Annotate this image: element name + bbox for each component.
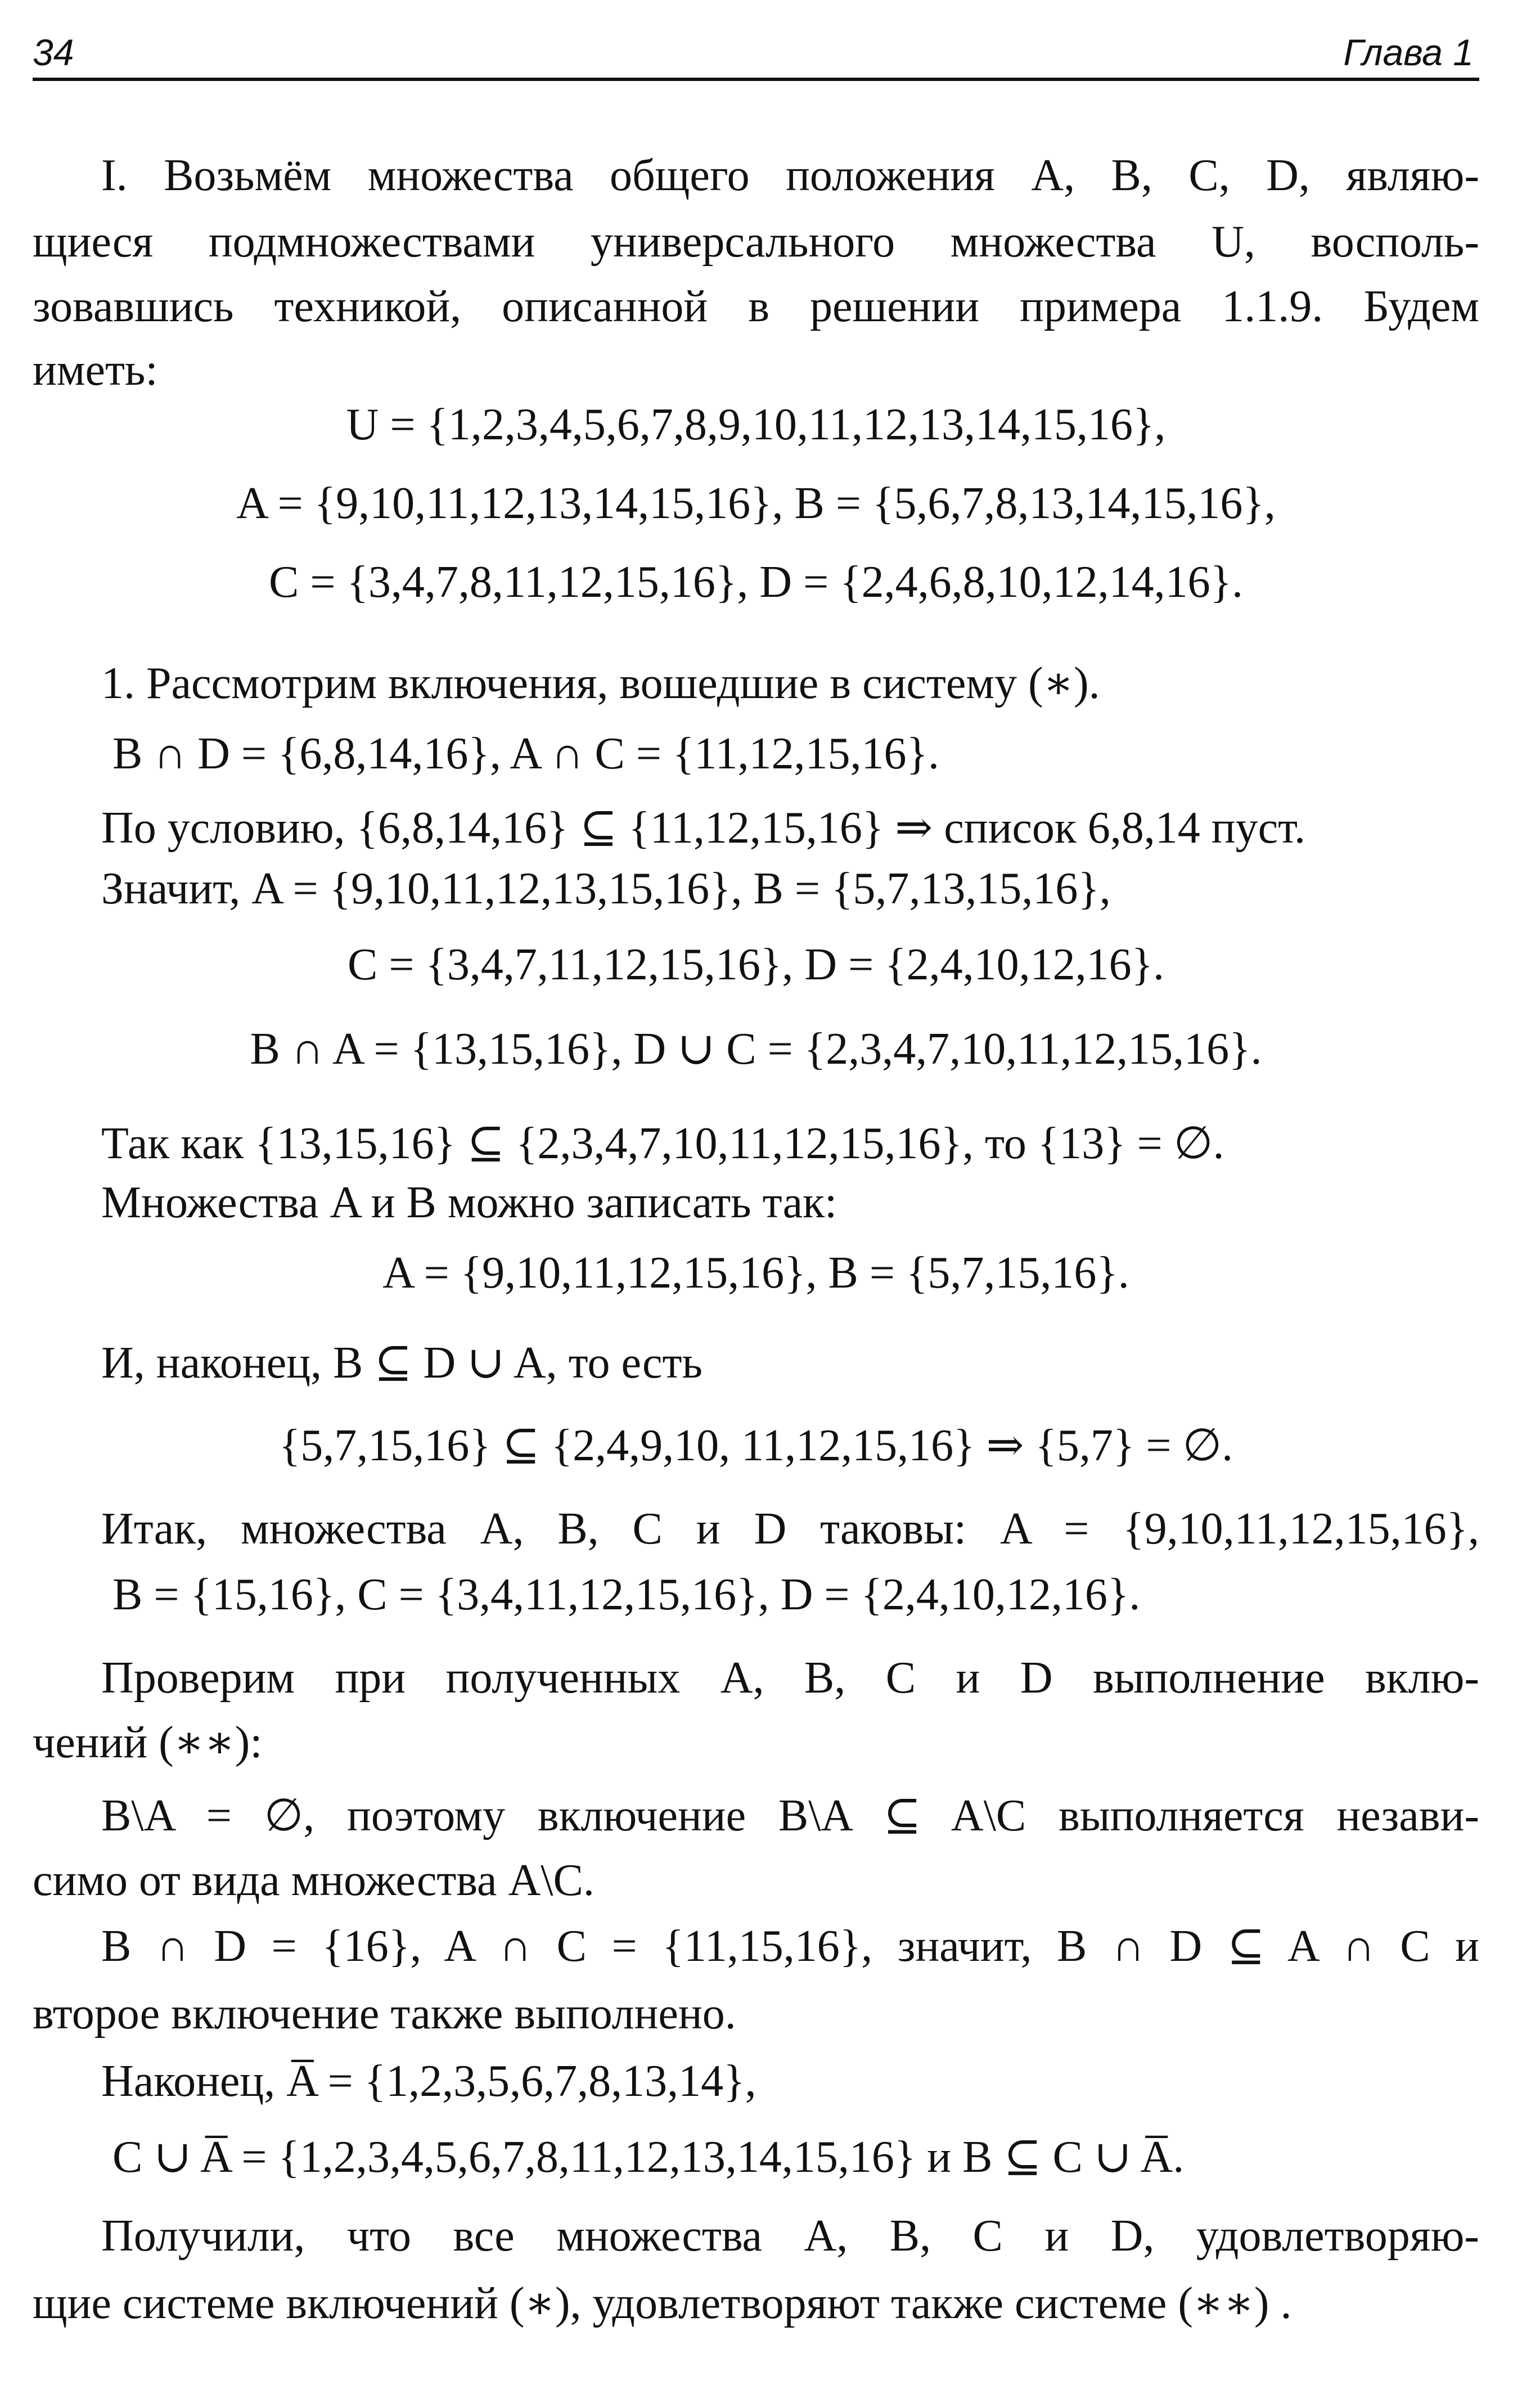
- formula-line: U = {1,2,3,4,5,6,7,8,9,10,11,12,13,14,15,16},: [346, 400, 1166, 449]
- paragraph-line: Проверим при полученных A, B, C и D выполнение вклю-: [101, 1653, 1479, 1703]
- chapter-title: Глава 1: [1343, 32, 1474, 73]
- paragraph-line: щие системе включений (∗), удовлетворяют также системе (∗∗) .: [33, 2279, 1292, 2328]
- paragraph-line: I. Возьмём множества общего положения A, B, C, D, являю-: [101, 151, 1479, 200]
- paragraph-line: зовавшись техникой, описанной в решении примера 1.1.9. Будем: [33, 282, 1479, 331]
- paragraph-line: чений (∗∗):: [33, 1718, 263, 1767]
- formula-line: A = {9,10,11,12,13,14,15,16}, B = {5,6,7,8,13,14,15,16},: [236, 479, 1276, 528]
- paragraph-line: 1. Рассмотрим включения, вошедшие в систему (∗).: [101, 659, 1100, 708]
- formula-line: {5,7,15,16} ⊆ {2,4,9,10, 11,12,15,16} ⇒ {5,7} = ∅.: [278, 1421, 1233, 1470]
- formula-line: B = {15,16}, C = {3,4,11,12,15,16}, D = {2,4,10,12,16}.: [112, 1570, 1141, 1619]
- paragraph-line: иметь:: [33, 345, 158, 395]
- paragraph-line: Итак, множества A, B, C и D таковы: A = {9,10,11,12,15,16},: [101, 1504, 1479, 1554]
- paragraph-line: Наконец, A̅ = {1,2,3,5,6,7,8,13,14},: [101, 2056, 757, 2106]
- paragraph-line: Получили, что все множества A, B, C и D, удовлетворяю-: [101, 2211, 1479, 2261]
- formula-line: C = {3,4,7,8,11,12,15,16}, D = {2,4,6,8,10,12,14,16}.: [269, 557, 1243, 607]
- formula-line: A = {9,10,11,12,15,16}, B = {5,7,15,16}.: [382, 1248, 1129, 1298]
- formula-line: C ∪ A̅ = {1,2,3,4,5,6,7,8,11,12,13,14,15,16} и B ⊆ C ∪ A̅.: [112, 2132, 1185, 2182]
- page-header: [33, 27, 1479, 81]
- paragraph-line: Множества A и B можно записать так:: [101, 1178, 837, 1227]
- page-number: 34: [33, 32, 74, 73]
- paragraph-line: Значит, A = {9,10,11,12,13,15,16}, B = {5,7,13,15,16},: [101, 864, 1111, 914]
- paragraph-line: второе включение также выполнено.: [33, 1989, 736, 2038]
- paragraph-line: B ∩ D = {16}, A ∩ C = {11,15,16}, значит, B ∩ D ⊆ A ∩ C и: [101, 1922, 1479, 1971]
- paragraph-line: По условию, {6,8,14,16} ⊆ {11,12,15,16} ⇒ список 6,8,14 пуст.: [101, 803, 1306, 853]
- formula-line: B ∩ A = {13,15,16}, D ∪ C = {2,3,4,7,10,11,12,15,16}.: [250, 1024, 1262, 1074]
- paragraph-line: симо от вида множества A\C.: [33, 1856, 595, 1905]
- formula-line: B ∩ D = {6,8,14,16}, A ∩ C = {11,12,15,16}.: [112, 729, 939, 778]
- paragraph-line: щиеся подмножествами универсального множества U, восполь-: [33, 217, 1479, 267]
- paragraph-line: B\A = ∅, поэтому включение B\A ⊆ A\C выполняется незави-: [101, 1791, 1479, 1840]
- formula-line: C = {3,4,7,11,12,15,16}, D = {2,4,10,12,16}.: [348, 940, 1164, 989]
- paragraph-line: И, наконец, B ⊆ D ∪ A, то есть: [101, 1338, 703, 1388]
- paragraph-line: Так как {13,15,16} ⊆ {2,3,4,7,10,11,12,15,16}, то {13} = ∅.: [101, 1119, 1224, 1168]
